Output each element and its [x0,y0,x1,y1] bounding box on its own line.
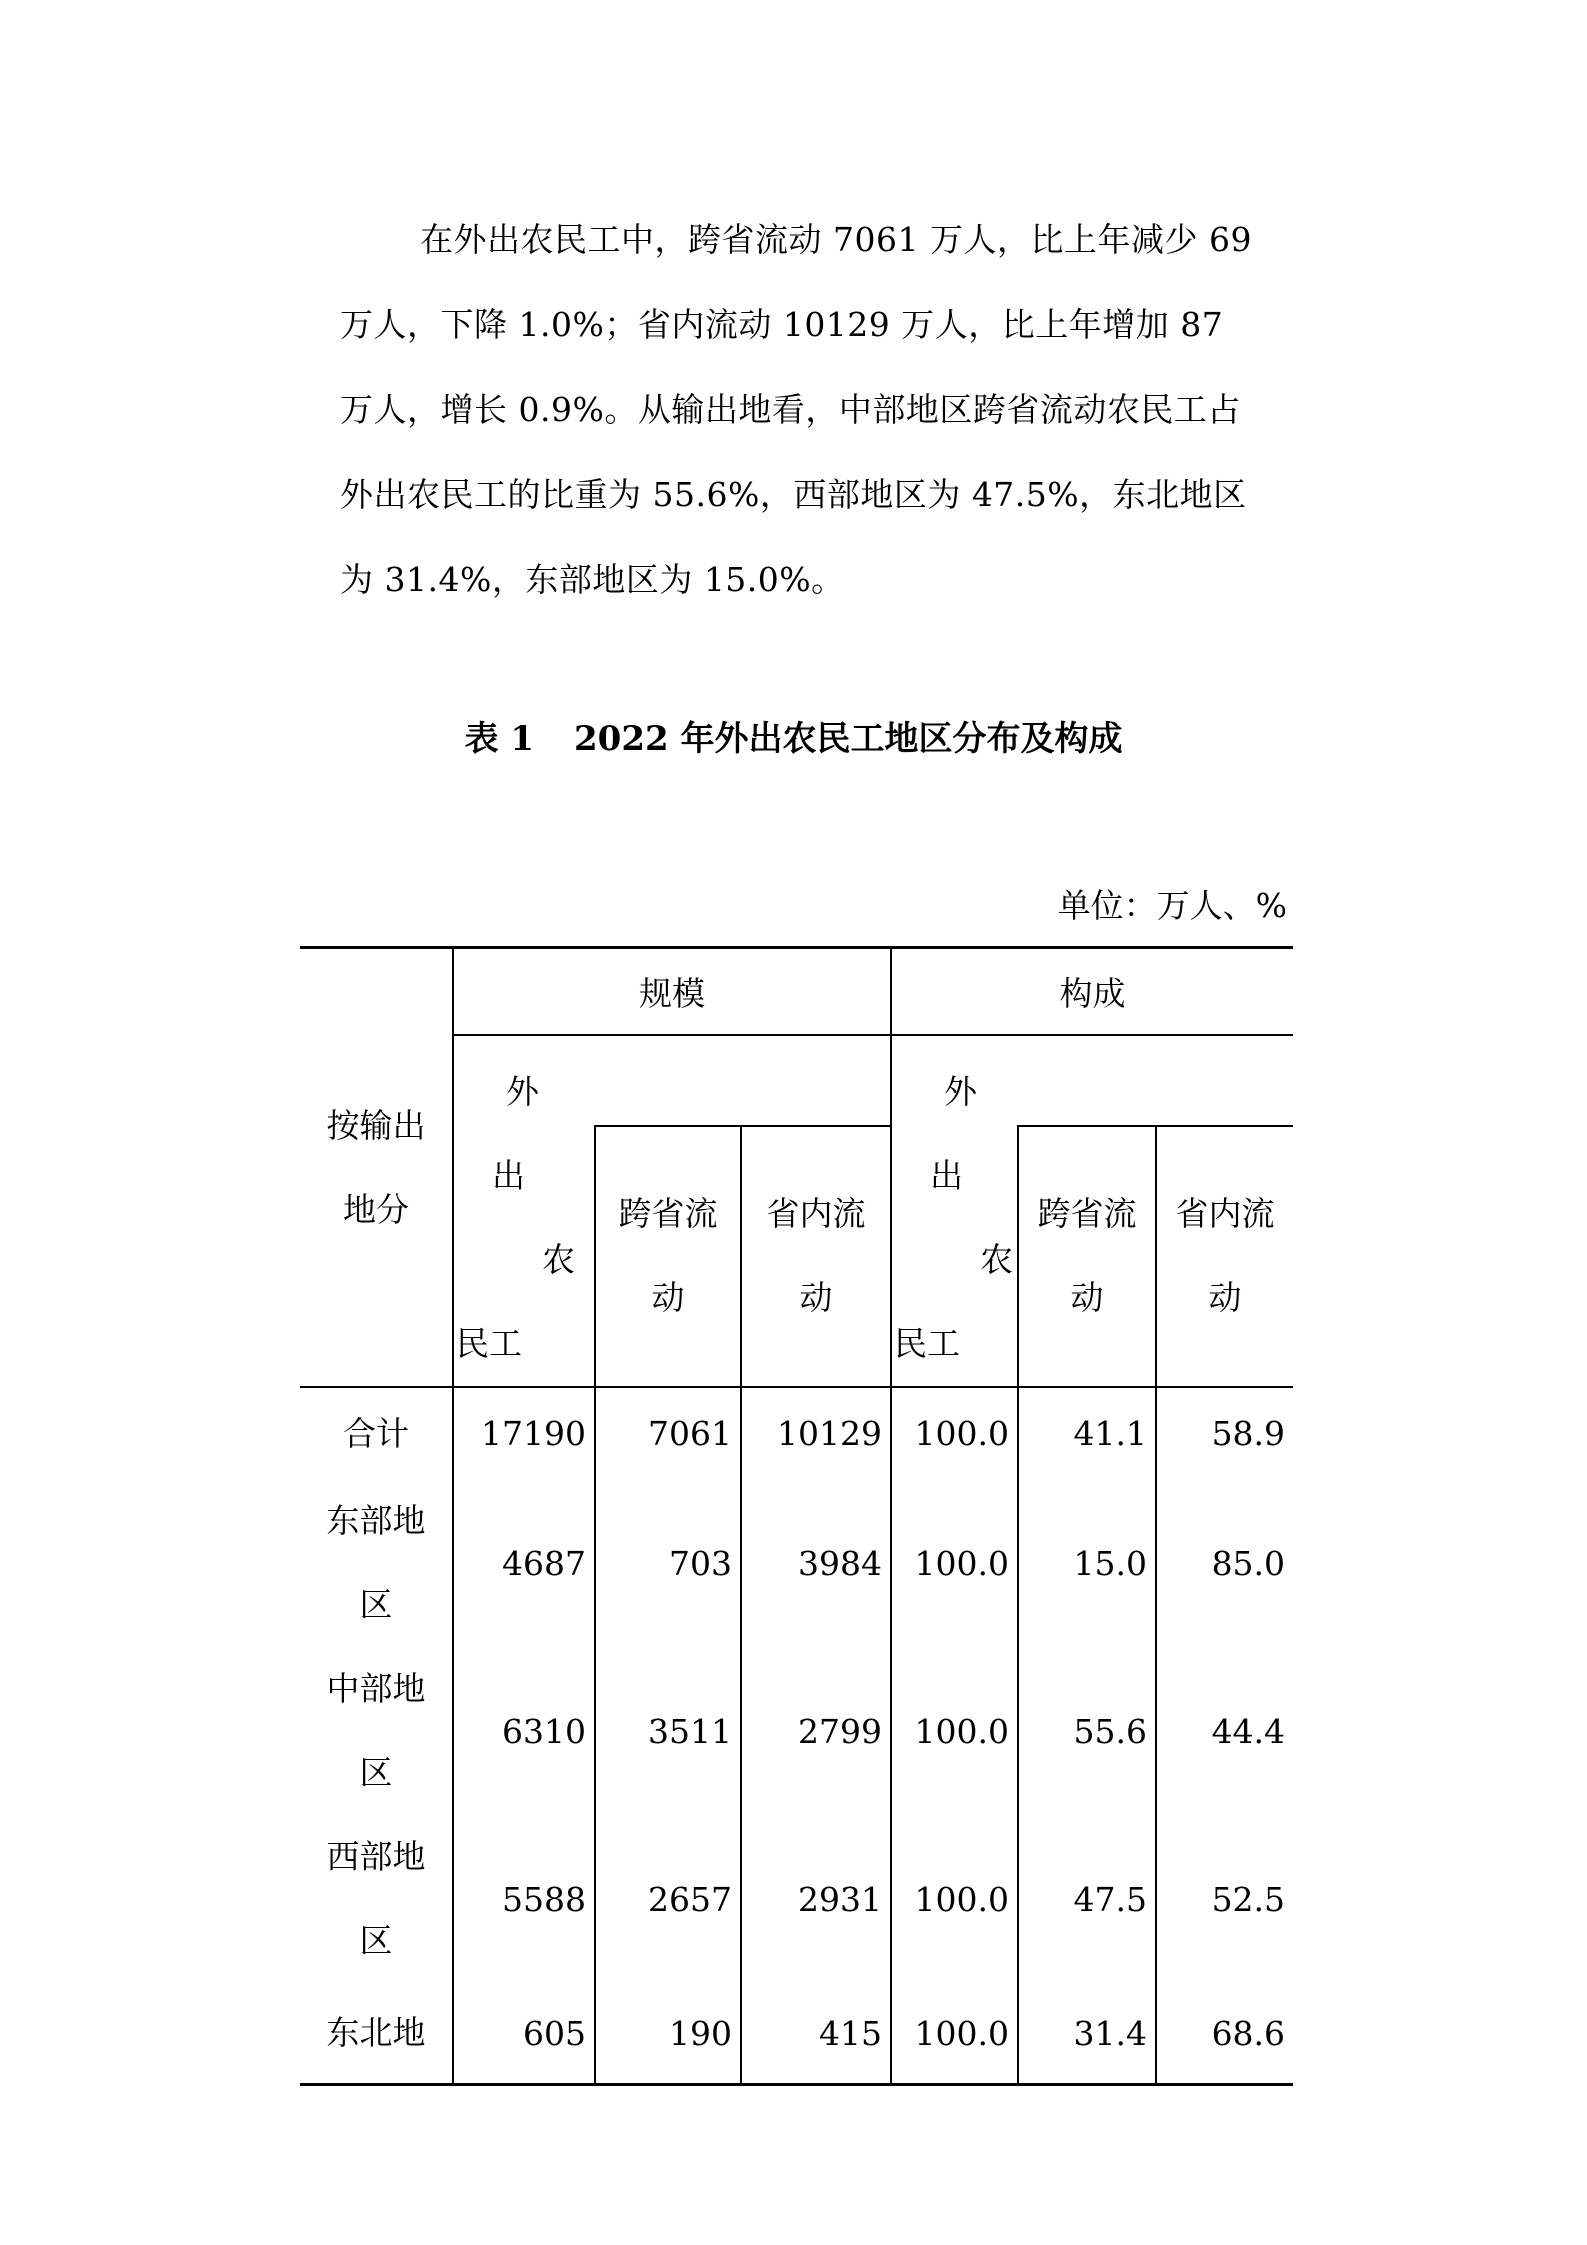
cell: 47.5 [1018,1815,1156,1983]
cell: 31.4 [1018,1983,1156,2085]
cell: 415 [741,1983,891,2085]
cell: 68.6 [1156,1983,1293,2085]
row-label: 东北地 [326,2013,426,2052]
data-table [300,946,1293,2086]
cell: 100.0 [891,1983,1018,2085]
cell: 100.0 [891,1479,1018,1647]
cell: 10129 [741,1387,891,1479]
table-row [300,1815,1293,1983]
cell: 55.6 [1018,1647,1156,1815]
col-cross-composition: 跨省流动 [1018,1126,1156,1387]
body-paragraph: 在外出农民工中，跨省流动 7061 万人，比上年减少 69 万人，下降 1.0%；省内流动 10129 万人，比上年增加 87 万人，增长 0.9%。从输出地看，中部地区跨省流动农民工占外出农民工的比重为 55.6%，西部地区为 47.5%，东北地区为 31.4%，东部地区为 15.0%。 [340,220,1252,599]
table-row [300,1983,1293,2085]
row-label: 合计 [343,1413,409,1453]
cell: 3984 [741,1479,891,1647]
cell: 52.5 [1156,1815,1293,1983]
col-cross-scale: 跨省流动 [595,1126,741,1387]
composition-spacer [1018,1035,1293,1126]
cell: 41.1 [1018,1387,1156,1479]
cell: 100.0 [891,1647,1018,1815]
cell: 4687 [453,1479,595,1647]
row-header: 按输出地分 [326,1105,426,1229]
table-row [300,1647,1293,1815]
row-label: 中部地区 [326,1669,426,1792]
row-label: 西部地区 [326,1837,426,1960]
col-within-scale: 省内流动 [741,1126,891,1387]
cell: 6310 [453,1647,595,1815]
cell: 2799 [741,1647,891,1815]
cell: 58.9 [1156,1387,1293,1479]
table-row [300,1387,1293,1479]
col-total-composition: 外 出 农 民工 [891,1035,1018,1387]
scale-spacer [595,1035,891,1126]
group-composition: 构成 [891,948,1293,1036]
unit-label: 单位：万人、% [1057,886,1287,925]
cell: 2931 [741,1815,891,1983]
cell: 100.0 [891,1387,1018,1479]
col-total-scale: 外 出 农 民工 [453,1035,595,1387]
row-header-cell [300,948,453,1388]
table-title: 2022 年外出农民工地区分布及构成 [574,719,1123,759]
cell: 100.0 [891,1815,1018,1983]
table-row [300,1479,1293,1647]
cell: 15.0 [1018,1479,1156,1647]
cell: 85.0 [1156,1479,1293,1647]
cell: 7061 [595,1387,741,1479]
row-label: 东部地区 [326,1501,426,1624]
cell: 190 [595,1983,741,2085]
cell: 605 [453,1983,595,2085]
cell: 3511 [595,1647,741,1815]
table-number: 表 1 [464,719,535,759]
cell: 703 [595,1479,741,1647]
table-caption [0,711,1587,760]
cell: 5588 [453,1815,595,1983]
cell: 44.4 [1156,1647,1293,1815]
cell: 17190 [453,1387,595,1479]
group-scale: 规模 [453,948,891,1036]
col-within-composition: 省内流动 [1156,1126,1293,1387]
cell: 2657 [595,1815,741,1983]
